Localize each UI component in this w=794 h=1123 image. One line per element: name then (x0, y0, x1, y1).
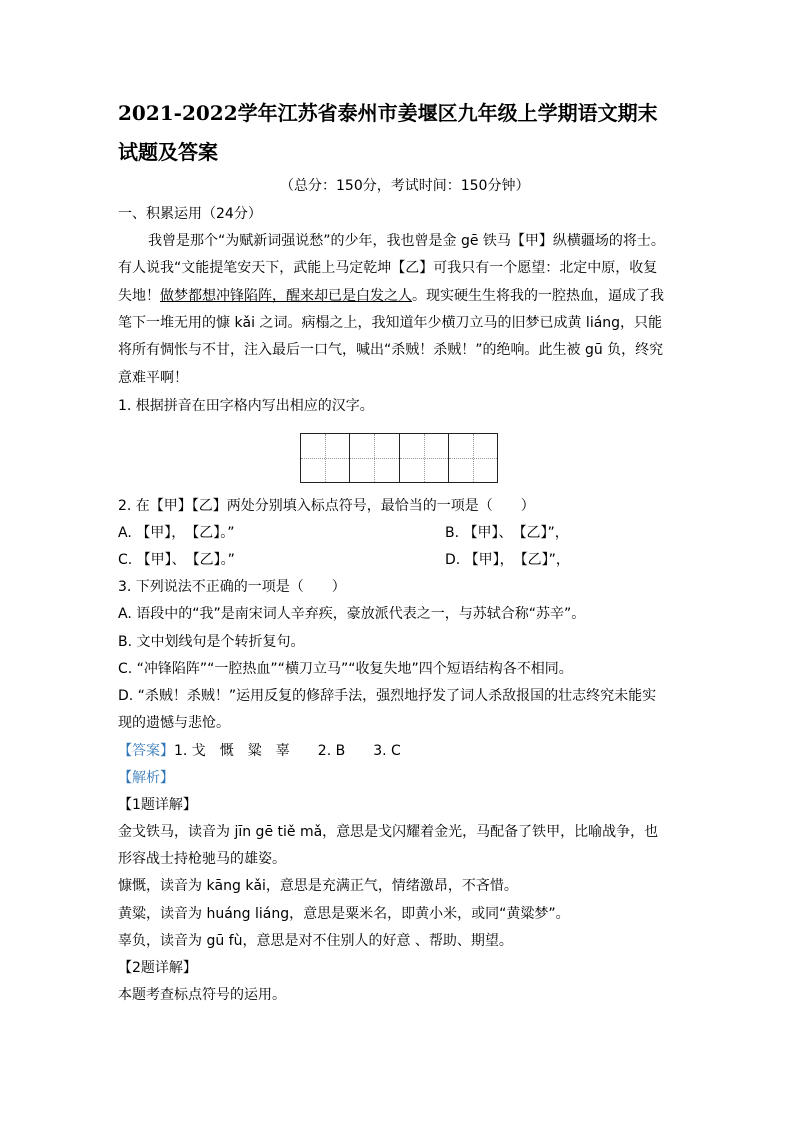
option-3a: A. 语段中的“我”是南宋词人辛弃疾，豪放派代表之一，与苏轼合称“苏辛”。 (118, 606, 586, 622)
option-2b: B. 【甲】、 【乙】”， (445, 525, 569, 541)
passage-text: 失地！ (118, 288, 160, 304)
option-3c: C. “冲锋陷阵”“一腔热血”“横刀立马”“收复失地”四个短语结构各不相同。 (118, 661, 573, 677)
analysis-line: 形容战士持枪驰马的雄姿。 (118, 851, 286, 867)
grid-cell (449, 434, 497, 482)
passage-line: 我曾是那个“为赋新词强说愁”的少年，我也曾是金 gē 铁马【甲】纵横疆场的将士。 (148, 233, 665, 249)
option-2a: A. 【甲】， 【乙】。” (118, 525, 235, 541)
subtitle: （总分：150分，考试时间：150分钟） (280, 178, 530, 194)
analysis-heading: 【1题详解】 (118, 797, 197, 813)
tianzige-grid (300, 433, 498, 483)
analysis-line: 本题考查标点符号的运用。 (118, 987, 286, 1003)
doc-title-line2: 试题及答案 (118, 140, 218, 164)
grid-cell (400, 434, 449, 482)
option-2d: D. 【甲】， 【乙】”， (445, 552, 570, 568)
analysis-line: 金戈铁马，读音为 jīn gē tiě mǎ，意思是戈闪耀着金光，马配备了铁甲，比喻战争，也 (118, 824, 659, 840)
analysis-heading: 【2题详解】 (118, 960, 197, 976)
answer-line (118, 742, 401, 760)
option-2c: C. 【甲】、 【乙】。” (118, 552, 235, 568)
passage-line: 将所有惆怅与不甘，注入最后一口气，喊出“杀贼！杀贼！”的绝响。此生被 gū 负，终究 (118, 342, 664, 358)
passage-line: 意难平啊！ (118, 370, 188, 386)
doc-title-line1: 2021-2022学年江苏省泰州市姜堰区九年级上学期语文期末 (118, 101, 658, 125)
grid-cell (350, 434, 399, 482)
answer-label: 【答案】 (118, 743, 174, 759)
analysis-line: 慷慨，读音为 kāng kǎi，意思是充满正气，情绪激昂，不吝惜。 (118, 878, 518, 894)
answer-text: 1. 戈 慨 粱 辜 2. B 3. C (174, 743, 401, 759)
section-heading: 一、积累运用（24分） (118, 206, 262, 222)
question-1: 1. 根据拼音在田字格内写出相应的汉字。 (118, 398, 374, 414)
passage-line: 笔下一堆无用的慷 kǎi 之词。病榻之上，我知道年少横刀立马的旧梦已成黄 liáng，只能 (118, 315, 663, 331)
passage-line (118, 287, 664, 305)
grid-cell (301, 434, 350, 482)
passage-line: 有人说我“文能提笔安天下，武能上马定乾坤【乙】可我只有一个愿望：北定中原，收复 (118, 260, 658, 276)
analysis-line: 黄粱，读音为 huáng liáng，意思是粟米名，即黄小米，或同“黄粱梦”。 (118, 906, 570, 922)
option-3b: B. 文中划线句是个转折复句。 (118, 634, 305, 650)
analysis-label: 【解析】 (118, 770, 174, 786)
question-3: 3. 下列说法不正确的一项是（ ） (118, 579, 346, 595)
analysis-line: 辜负，读音为 gū fù，意思是对不住别人的好意 、帮助、期望。 (118, 933, 513, 949)
question-2: 2. 在【甲】【乙】两处分别填入标点符号，最恰当的一项是（ ） (118, 498, 535, 514)
passage-text: 。现实硬生生将我的一腔热血，逼成了我 (412, 288, 664, 304)
option-3d-cont: 现的遗憾与悲怆。 (118, 715, 230, 731)
option-3d: D. “杀贼！杀贼！”运用反复的修辞手法，强烈地抒发了词人杀敌报国的壮志终究未能实 (118, 688, 657, 704)
underlined-sentence: 做梦都想冲锋陷阵，醒来却已是白发之人 (160, 288, 412, 304)
